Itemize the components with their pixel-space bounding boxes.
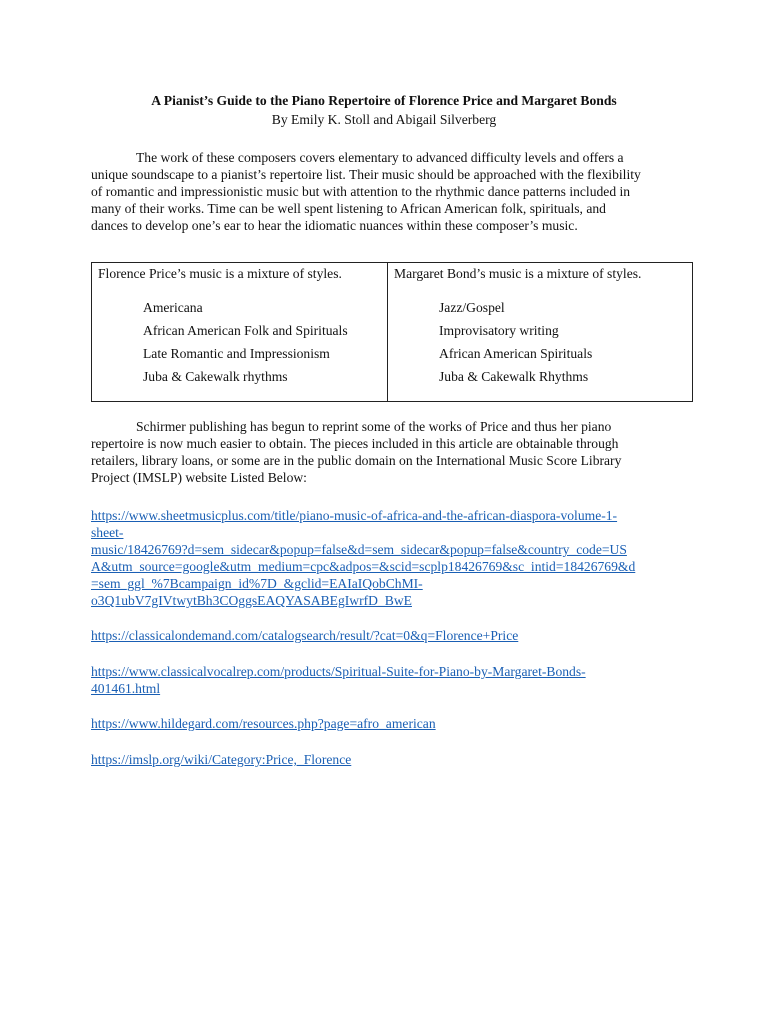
paragraph-line: many of their works. Time can be well spent listening to African American folk, spirituals, and: [91, 201, 606, 216]
link-line: https://www.sheetmusicplus.com/title/piano-music-of-africa-and-the-african-diaspora-volume-1-: [91, 508, 618, 523]
list-item: African American Folk and Spirituals: [143, 323, 348, 338]
list-item: African American Spirituals: [439, 346, 593, 361]
document-title: A Pianist’s Guide to the Piano Repertoire of Florence Price and Margaret Bonds: [151, 93, 617, 108]
bonds-styles-list: [388, 296, 692, 388]
link-line: =sem_ggl_%7Bcampaign_id%7D_&gclid=EAIaIQobChMI-: [91, 576, 423, 591]
link-line: music/18426769?d=sem_sidecar&popup=false&d=sem_sidecar&popup=false&country_code=US: [91, 542, 627, 557]
paragraph-line: unique soundscape to a pianist’s repertoire list. Their music should be approached with the flexibility: [91, 167, 641, 182]
styles-table-row: [92, 263, 693, 402]
availability-paragraph: [91, 418, 691, 486]
list-item: Juba & Cakewalk rhythms: [143, 369, 288, 384]
intro-paragraph: [91, 149, 691, 234]
link-line: https://classicalondemand.com/catalogsearch/result/?cat=0&q=Florence+Price: [91, 628, 519, 643]
link-line: sheet-: [91, 525, 124, 540]
link-line: 401461.html: [91, 681, 161, 696]
sheetmusicplus-link[interactable]: [91, 507, 691, 609]
price-styles-list: [92, 296, 387, 388]
imslp-link[interactable]: [91, 751, 691, 768]
paragraph-line: Schirmer publishing has begun to reprint some of the works of Price and thus her piano: [136, 419, 612, 434]
link-line: https://www.classicalvocalrep.com/products/Spiritual-Suite-for-Piano-by-Margaret-Bonds-: [91, 664, 586, 679]
paragraph-line: Project (IMSLP) website Listed Below:: [91, 470, 307, 485]
paragraph-line: repertoire is now much easier to obtain. The pieces included in this article are obtainable through: [91, 436, 619, 451]
link-line: https://imslp.org/wiki/Category:Price,_Florence: [91, 752, 352, 767]
hildegard-link[interactable]: [91, 715, 691, 732]
classicalondemand-link[interactable]: [91, 627, 691, 644]
author-byline: By Emily K. Stoll and Abigail Silverberg: [271, 112, 497, 127]
paragraph-line: The work of these composers covers elementary to advanced difficulty levels and offers a: [136, 150, 624, 165]
paragraph-line: dances to develop one’s ear to hear the idiomatic nuances within these composer’s music.: [91, 218, 578, 233]
list-item: Jazz/Gospel: [439, 300, 505, 315]
link-line: A&utm_source=google&utm_medium=cpc&adpos=&scid=scplp18426769&sc_intid=18426769&d: [91, 559, 636, 574]
resource-links: [91, 507, 691, 768]
list-item: Late Romantic and Impressionism: [143, 346, 330, 361]
link-line: https://www.hildegard.com/resources.php?page=afro_american: [91, 716, 436, 731]
price-styles-heading: Florence Price’s music is a mixture of styles.: [98, 266, 342, 281]
paragraph-line: retailers, library loans, or some are in the public domain on the International Music Score Library: [91, 453, 622, 468]
list-item: Juba & Cakewalk Rhythms: [439, 369, 589, 384]
bonds-styles-cell: [388, 263, 693, 402]
styles-table: [91, 262, 693, 402]
bonds-styles-heading: Margaret Bond’s music is a mixture of styles.: [394, 266, 642, 281]
link-line: o3Q1ubV7gIVtwytBh3COggsEAQYASABEgIwrfD_BwE: [91, 593, 412, 608]
paragraph-line: of romantic and impressionistic music but with attention to the rhythmic dance patterns included in: [91, 184, 631, 199]
list-item: Americana: [143, 300, 203, 315]
classicalvocalrep-link[interactable]: [91, 663, 691, 697]
price-styles-cell: [92, 263, 388, 402]
list-item: Improvisatory writing: [439, 323, 559, 338]
